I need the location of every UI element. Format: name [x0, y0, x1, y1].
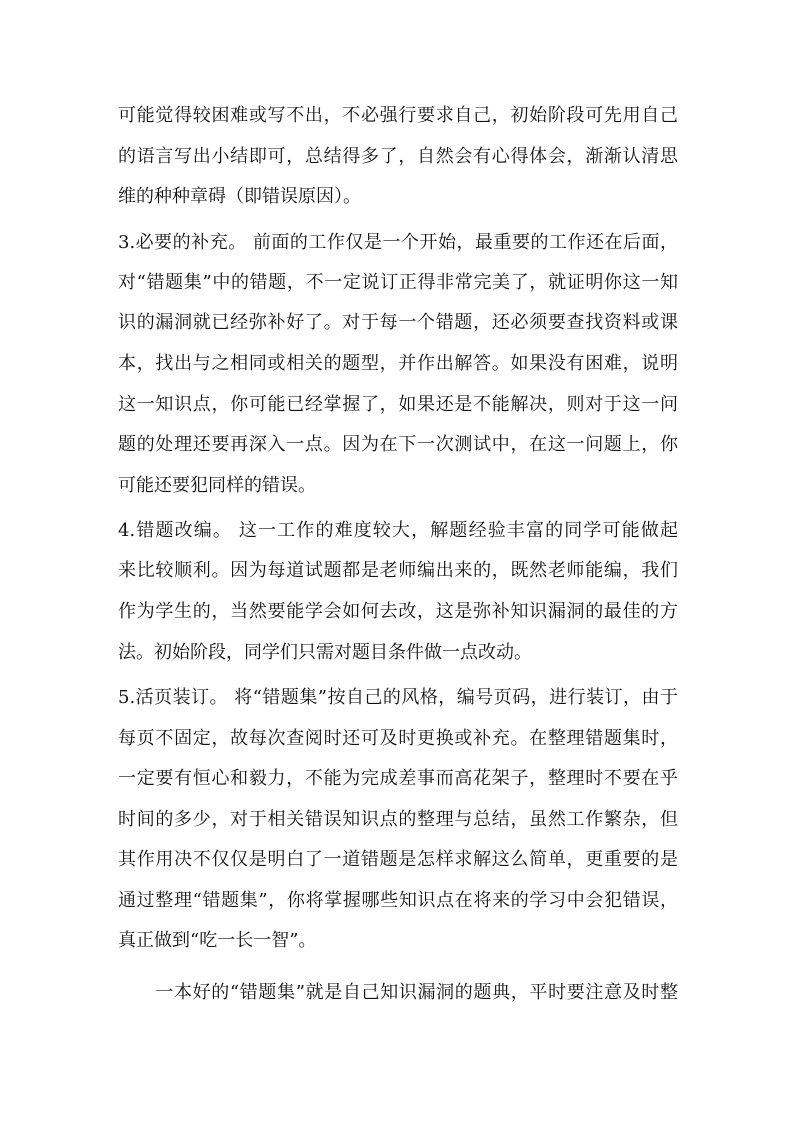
text-line: 4.错题改编。 这一工作的难度较大，解题经验丰富的同学可能做起: [118, 520, 678, 541]
text-line: 一定要有恒心和毅力，不能为完成差事而高花架子，整理时不要在乎: [118, 768, 678, 789]
text-line: 识的漏洞就已经弥补好了。对于每一个错题，还必须要查找资料或课: [118, 312, 678, 333]
text-line: 作为学生的，当然要能学会如何去改，这是弥补知识漏洞的最佳的方: [118, 601, 678, 622]
text-line: 来比较顺利。因为每道试题都是老师编出来的，既然老师能编，我们: [118, 560, 678, 581]
text-line: 的语言写出小结即可，总结得多了，自然会有心得体会，渐渐认清思: [118, 146, 678, 167]
text-line: 5.活页装订。 将“错题集”按自己的风格，编号页码，进行装订，由于: [118, 687, 678, 708]
text-line: 每页不固定，故每次查阅时还可及时更换或补充。在整理错题集时，: [118, 728, 678, 749]
text-line: 一本好的“错题集”就是自己知识漏洞的题典，平时要注意及时整: [118, 982, 678, 1003]
text-line: 法。初始阶段，同学们只需对题目条件做一点改动。: [118, 642, 532, 663]
text-line: 题的处理还要再深入一点。因为在下一次测试中，在这一问题上，你: [118, 434, 678, 455]
text-line: 通过整理“错题集”，你将掌握哪些知识点在将来的学习中会犯错误，: [118, 890, 678, 911]
text-line: 可能还要犯同样的错误。: [118, 475, 316, 496]
text-line: 维的种种章碍（即错误原因）。: [118, 186, 361, 207]
text-line: 对“错题集”中的错题，不一定说订正得非常完美了，就证明你这一知: [118, 272, 678, 293]
text-line: 其作用决不仅仅是明白了一道错题是怎样求解这么简单，更重要的是: [118, 849, 678, 870]
text-line: 时间的多少，对于相关错误知识点的整理与总结，虽然工作繁杂，但: [118, 809, 678, 830]
text-line: 3.必要的补充。 前面的工作仅是一个开始，最重要的工作还在后面，: [118, 232, 678, 253]
text-line: 本，找出与之相同或相关的题型，并作出解答。如果没有困难，说明: [118, 353, 678, 374]
text-line: 真正做到“吃一长一智”。: [118, 930, 317, 951]
text-line: 这一知识点，你可能已经掌握了，如果还是不能解决，则对于这一问: [118, 394, 678, 415]
text-line: 可能觉得较困难或写不出，不必强行要求自己，初始阶段可先用自己: [118, 105, 678, 126]
